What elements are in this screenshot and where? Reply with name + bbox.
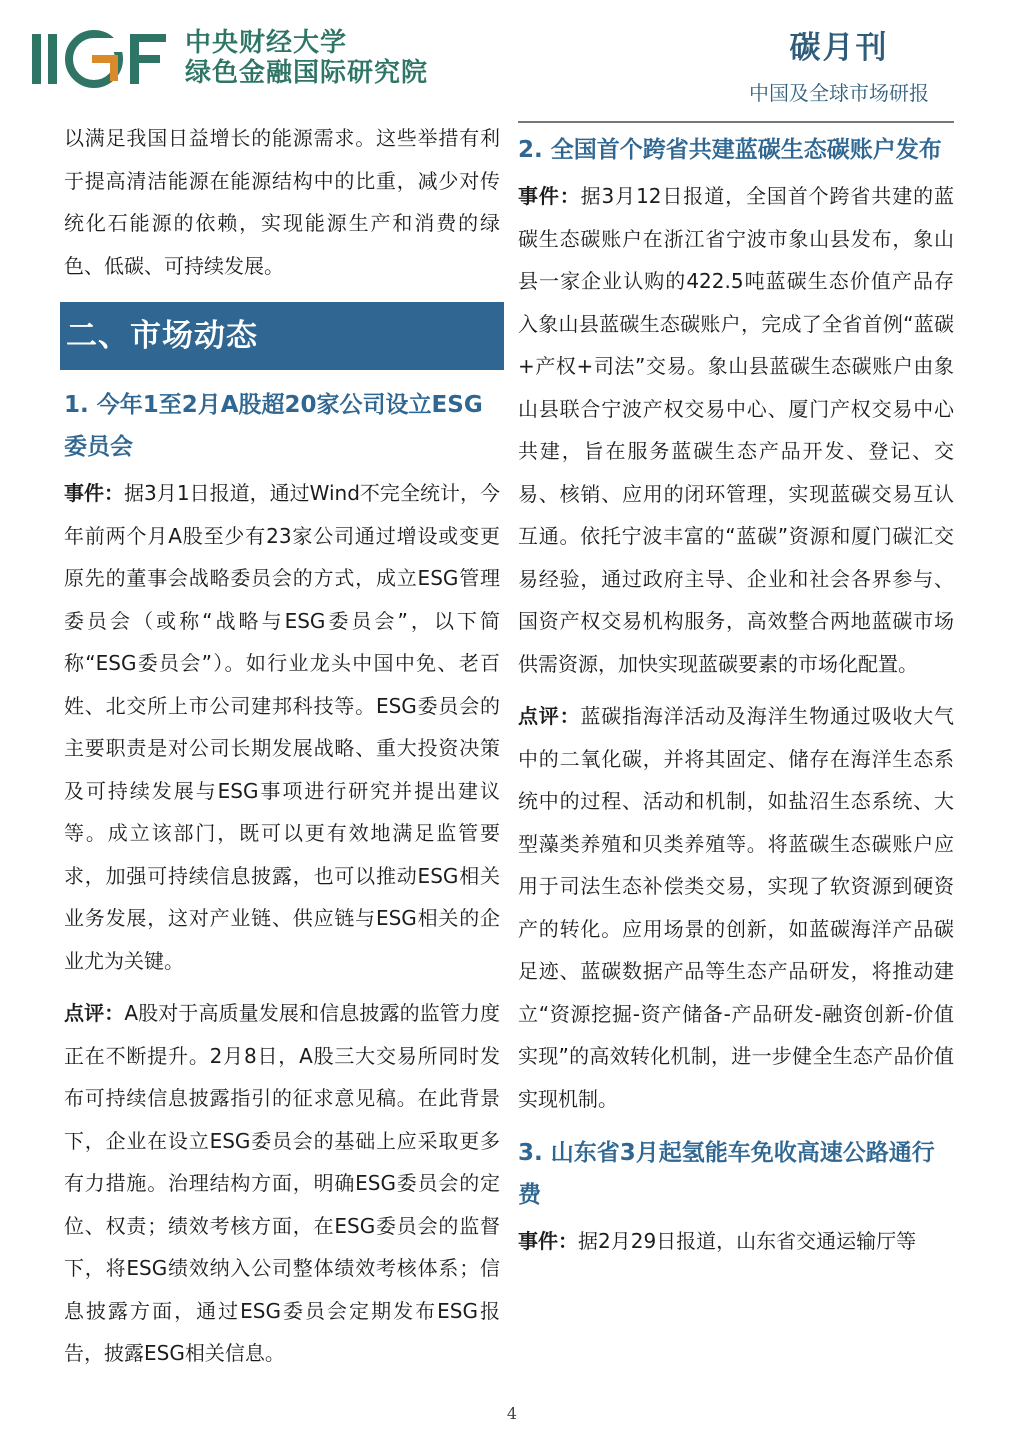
item2-event-text: 据3月12日报道，全国首个跨省共建的蓝碳生态碳账户在浙江省宁波市象山县发布，象山县一家企业认购的422.5吨蓝碳生态价值产品存入象山县蓝碳生态碳账户，完成了全省首例“蓝碳+产权+司法”交易。象山县蓝碳生态碳账户由象山县联合宁波产权交易中心、厦门产权交易中心共建，旨在服务蓝碳生态产品开发、登记、交易、核销、应用的闭环管理，实现蓝碳交易互认互通。依托宁波丰富的“蓝碳”资源和厦门碳汇交易经验，通过政府主导、企业和社会各界参与、国资产权交易机构服务，高效整合两地蓝碳市场供需资源，加快实现蓝碳要素的市场化配置。 bbox=[518, 184, 954, 676]
comment-label: 点评： bbox=[518, 704, 581, 728]
item1-title: 1. 今年1至2月A股超20家公司设立ESG委员会 bbox=[64, 392, 483, 460]
institute-logo bbox=[30, 26, 430, 96]
item1-event-text: 据3月1日报道，通过Wind不完全统计，今年前两个月A股至少有23家公司通过增设或变更原先的董事会战略委员会的方式，成立ESG管理委员会（或称“战略与ESG委员会”，以下简称“ESG委员会”）。如行业龙头中国中免、老百姓、北交所上市公司建邦科技等。ESG委员会的主要职责是对公司长期发展战略、重大投资决策及可持续发展与ESG事项进行研究并提出建议等。成立该部门，既可以更有效地满足监管要求，加强可持续信息披露，也可以推动ESG相关业务发展，这对产业链、供应链与ESG相关的企业尤为关键。 bbox=[64, 481, 500, 973]
item1-comment bbox=[64, 992, 500, 1375]
journal-subtitle: 中国及全球市场研报 bbox=[749, 81, 929, 105]
item3-event-text: 据2月29日报道，山东省交通运输厅等 bbox=[578, 1229, 917, 1253]
institute-name-line2: 绿色金融国际研究院 bbox=[185, 58, 429, 88]
item3-event bbox=[518, 1220, 954, 1263]
journal-title: 碳月刊 bbox=[789, 30, 889, 66]
right-column bbox=[518, 127, 954, 1263]
institute-name-line1: 中央财经大学 bbox=[185, 28, 348, 58]
item2-comment-text: 蓝碳指海洋活动及海洋生物通过吸收大气中的二氧化碳，并将其固定、储存在海洋生态系统中的过程、活动和机制，如盐沼生态系统、大型藻类养殖和贝类养殖等。将蓝碳生态碳账户应用于司法生态补偿类交易，实现了软资源到硬资产的转化。应用场景的创新，如蓝碳海洋产品碳足迹、蓝碳数据产品等生态产品研发，将推动建立“资源挖掘-资产储备-产品研发-融资创新-价值实现”的高效转化机制，进一步健全生态产品价值实现机制。 bbox=[518, 704, 955, 1111]
iigf-logo-mark bbox=[30, 30, 170, 88]
item1-event bbox=[64, 472, 500, 982]
event-label: 事件： bbox=[64, 481, 125, 505]
left-column bbox=[64, 117, 500, 1375]
comment-label: 点评： bbox=[64, 1001, 125, 1025]
intro-paragraph: 以满足我国日益增长的能源需求。这些举措有利于提高清洁能源在能源结构中的比重，减少对传统化石能源的依赖，实现能源生产和消费的绿色、低碳、可持续发展。 bbox=[64, 126, 500, 278]
section-title: 二、市场动态 bbox=[60, 302, 504, 370]
event-label: 事件： bbox=[518, 1229, 578, 1253]
header-divider bbox=[518, 121, 954, 123]
item2-event bbox=[518, 175, 954, 685]
item3-title: 3. 山东省3月起氢能车免收高速公路通行费 bbox=[518, 1140, 935, 1208]
institute-name bbox=[185, 28, 428, 88]
journal-masthead bbox=[714, 26, 964, 108]
page-number: 4 bbox=[506, 1404, 518, 1423]
item2-title: 2. 全国首个跨省共建蓝碳生态碳账户发布 bbox=[518, 137, 942, 163]
event-label: 事件： bbox=[518, 184, 581, 208]
item1-comment-text: A股对于高质量发展和信息披露的监管力度正在不断提升。2月8日，A股三大交易所同时发布可持续信息披露指引的征求意见稿。在此背景下，企业在设立ESG委员会的基础上应采取更多有力措施。治理结构方面，明确ESG委员会的定位、权责；绩效考核方面，在ESG委员会的监督下，将ESG绩效纳入公司整体绩效考核体系；信息披露方面，通过ESG委员会定期发布ESG报告，披露ESG相关信息。 bbox=[64, 1001, 501, 1365]
item2-comment bbox=[518, 695, 954, 1120]
